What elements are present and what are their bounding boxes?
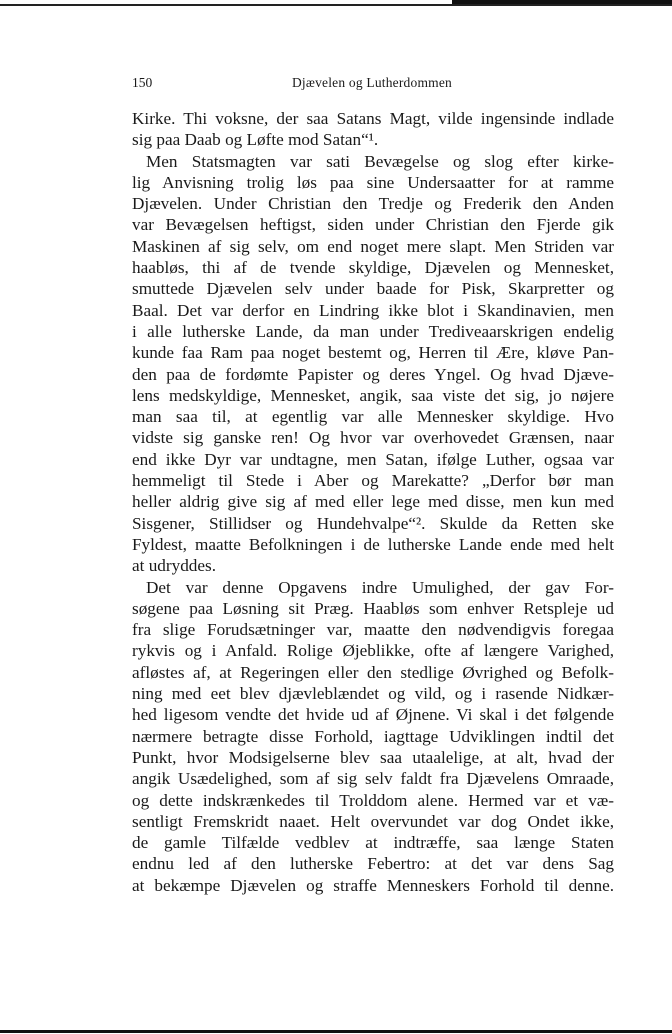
text-line: Kirke. Thi voksne, der saa Satans Magt, vilde ingensinde indlade [132, 109, 614, 128]
text-line: lens medskyldige, Mennesket, angik, saa viste det sig, jo nøjere [132, 385, 614, 405]
text-line: end ikke Dyr var undtagne, men Satan, ifølge Luther, ogsaa var [132, 449, 614, 469]
top-rule-edge [452, 0, 672, 4]
text-line: kunde faa Ram paa noget bestemt og, Herren til Ære, kløve Pan- [132, 343, 614, 363]
text-line: rykvis og i Anfald. Rolige Øjeblikke, ofte af længere Varighed, [132, 641, 614, 661]
text-line: den paa de fordømte Papister og deres Yngel. Og hvad Djæve- [132, 364, 614, 384]
text-line: og dette indskrænkedes til Trolddom alene. Hermed var et væ- [132, 790, 614, 810]
text-line: nærmere betragte disse Forhold, iagttage Udviklingen indtil det [132, 726, 614, 746]
text-line: Fyldest, maatte Befolkningen i de lutherske Lande ende med helt [132, 534, 614, 554]
top-rule [0, 4, 672, 6]
text-line: Men Statsmagten var sati Bevægelse og slog efter kirke- [146, 151, 614, 171]
text-line: Djævelen. Under Christian den Tredje og Frederik den Anden [132, 194, 614, 214]
text-line: Sisgener, Stillidser og Hundehvalpe“². Skulde da Retten ske [132, 513, 614, 533]
text-line: sig paa Daab og Løfte mod Satan“¹. [132, 130, 379, 150]
text-line: i alle lutherske Lande, da man under Trediveaarskrigen endelig [132, 321, 614, 341]
running-title: Djævelen og Lutherdommen [291, 75, 453, 90]
text-line: fra slige Forudsætninger var, maatte den nødvendigvis foregaa [132, 620, 614, 640]
text-line: vidste sig ganske ren! Og hvor var overhovedet Grænsen, naar [132, 428, 614, 448]
text-line: afløstes af, at Regeringen eller den stedlige Øvrighed og Befolk- [132, 662, 614, 682]
text-line: Baal. Det var derfor en Lindring ikke blot i Skandinavien, men [132, 300, 614, 320]
text-line: sentligt Fremskridt naaet. Helt overvundet var dog Ondet ikke, [132, 811, 614, 831]
text-line: haabløs, thi af de tvende skyldige, Djævelen og Mennesket, [132, 258, 614, 278]
text-line: lig Anvisning trolig løs paa sine Undersaatter for at ramme [132, 172, 614, 192]
page-number: 150 [132, 75, 153, 90]
text-line: var Bevægelsen heftigst, siden under Christian den Fjerde gik [132, 215, 614, 235]
bottom-rule [0, 1030, 672, 1033]
page-header [132, 72, 612, 94]
text-line: at bekæmpe Djævelen og straffe Menneskers Forhold til denne. [132, 875, 614, 895]
text-line: smuttede Djævelen selv under baade for Pisk, Skarpretter og [132, 279, 614, 299]
text-line: angik Usædelighed, som af sig selv faldt fra Djævelens Omraade, [132, 769, 614, 789]
text-line: endnu led af den lutherske Febertro: at det var dens Sag [132, 854, 614, 874]
text-line: heller aldrig give sig af med eller lege med disse, men kun med [132, 492, 614, 512]
text-line: at udryddes. [132, 556, 217, 576]
text-line: ning med eet blev djævleblændet og vild, og i rasende Nidkær- [132, 684, 614, 704]
body-text [132, 108, 614, 896]
text-line: man saa til, at egentlig var alle Mennesker skyldige. Hvo [132, 407, 614, 427]
text-line: Det var denne Opgavens indre Umulighed, der gav For- [146, 577, 614, 597]
text-line: hemmeligt til Stede i Aber og Marekatte? „Derfor bør man [132, 471, 614, 491]
text-line: de gamle Tilfælde vedblev at indtræffe, saa længe Staten [132, 833, 614, 853]
text-line: søgene paa Løsning sit Præg. Haabløs som enhver Retspleje ud [132, 598, 614, 618]
text-line: hed ligesom vendte det hvide ud af Øjnene. Vi skal i det følgende [132, 705, 614, 725]
text-line: Punkt, hvor Modsigelserne blev saa utaalelige, at alt, hvad der [132, 747, 614, 767]
text-line: Maskinen af sig selv, om end noget mere slapt. Men Striden var [132, 236, 614, 256]
